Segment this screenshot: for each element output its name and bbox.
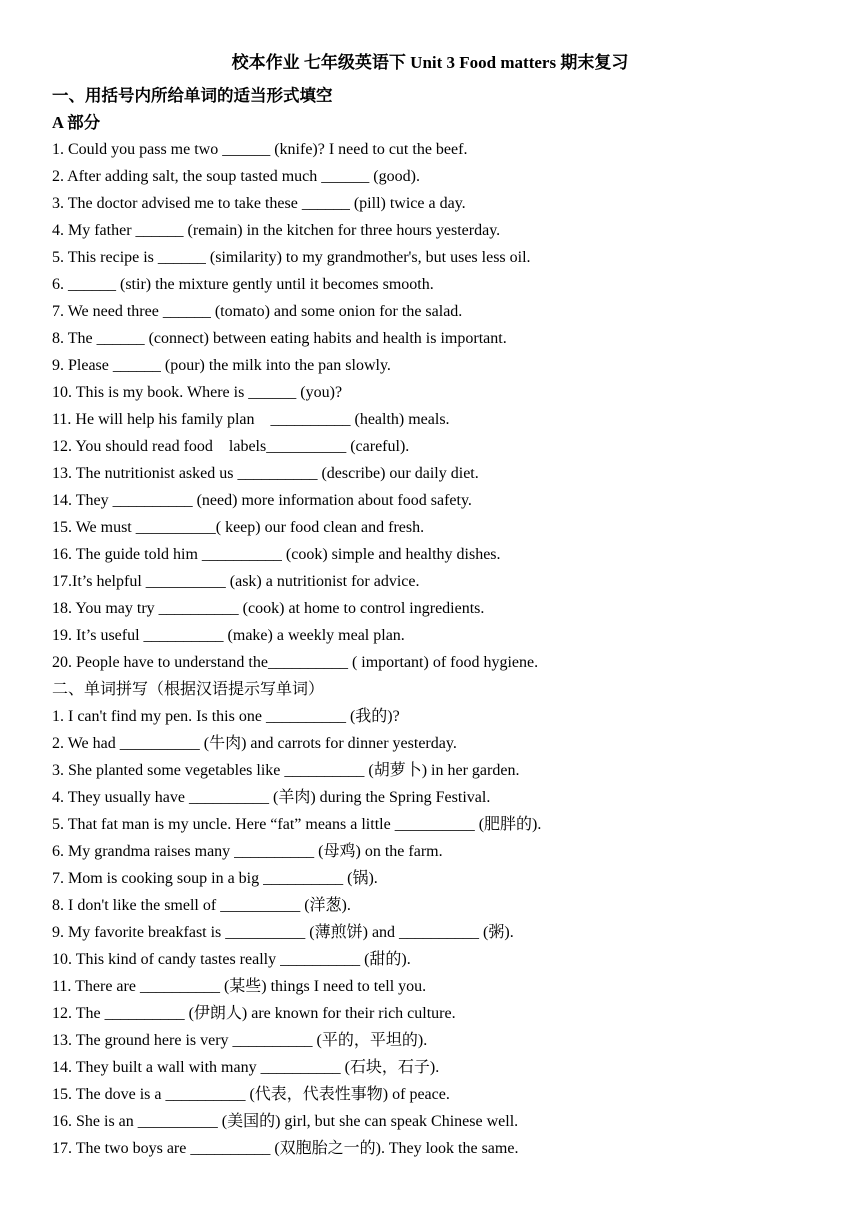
spelling-line: 2. We had __________ (牛肉) and carrots for dinner yesterday. xyxy=(52,735,457,752)
section2-heading: 二、单词拼写（根据汉语提示写单词） xyxy=(52,681,325,698)
question-line: 1. Could you pass me two ______ (knife)? I need to cut the beef. xyxy=(52,141,468,158)
question-line: 16. The guide told him __________ (cook) simple and healthy dishes. xyxy=(52,546,501,563)
question-line: 2. After adding salt, the soup tasted much ______ (good). xyxy=(52,168,420,185)
spelling-line: 1. I can't find my pen. Is this one __________ (我的)? xyxy=(52,708,400,725)
spelling-line: 12. The __________ (伊朗人) are known for their rich culture. xyxy=(52,1005,456,1022)
question-line: 19. It’s useful __________ (make) a weekly meal plan. xyxy=(52,627,405,644)
spelling-line: 4. They usually have __________ (羊肉) during the Spring Festival. xyxy=(52,789,491,806)
spelling-line: 15. The dove is a __________ (代表，代表性事物) of peace. xyxy=(52,1086,450,1103)
question-line: 14. They __________ (need) more information about food safety. xyxy=(52,492,472,509)
question-line: 5. This recipe is ______ (similarity) to my grandmother's, but uses less oil. xyxy=(52,249,531,266)
spelling-line: 13. The ground here is very __________ (平的，平坦的). xyxy=(52,1032,428,1049)
spelling-line: 5. That fat man is my uncle. Here “fat” means a little __________ (肥胖的). xyxy=(52,816,542,833)
question-line: 17.It’s helpful __________ (ask) a nutritionist for advice. xyxy=(52,573,420,590)
spelling-line: 17. The two boys are __________ (双胞胎之一的). They look the same. xyxy=(52,1140,519,1157)
question-line: 10. This is my book. Where is ______ (you)? xyxy=(52,384,343,401)
question-line: 6. ______ (stir) the mixture gently until it becomes smooth. xyxy=(52,276,434,293)
spelling-line: 6. My grandma raises many __________ (母鸡) on the farm. xyxy=(52,843,443,860)
spelling-line: 3. She planted some vegetables like __________ (胡萝卜) in her garden. xyxy=(52,762,520,779)
spelling-line: 9. My favorite breakfast is __________ (薄煎饼) and __________ (粥). xyxy=(52,924,514,941)
question-line: 20. People have to understand the__________ ( important) of food hygiene. xyxy=(52,654,539,671)
part-a-heading: A 部分 xyxy=(52,113,101,132)
question-line: 3. The doctor advised me to take these ______ (pill) twice a day. xyxy=(52,195,466,212)
spelling-line: 16. She is an __________ (美国的) girl, but she can speak Chinese well. xyxy=(52,1113,519,1130)
spelling-line: 8. I don't like the smell of __________ (洋葱). xyxy=(52,897,351,914)
section1-heading: 一、用括号内所给单词的适当形式填空 xyxy=(52,86,333,105)
spelling-line: 10. This kind of candy tastes really __________ (甜的). xyxy=(52,951,411,968)
question-line: 18. You may try __________ (cook) at home to control ingredients. xyxy=(52,600,485,617)
question-line: 15. We must __________( keep) our food clean and fresh. xyxy=(52,519,425,536)
spelling-line: 7. Mom is cooking soup in a big __________ (锅). xyxy=(52,870,378,887)
question-line: 12. You should read food labels__________ (careful). xyxy=(52,438,410,455)
question-line: 4. My father ______ (remain) in the kitchen for three hours yesterday. xyxy=(52,222,501,239)
question-line: 13. The nutritionist asked us __________ (describe) our daily diet. xyxy=(52,465,479,482)
question-line: 8. The ______ (connect) between eating habits and health is important. xyxy=(52,330,507,347)
spelling-line: 14. They built a wall with many __________ (石块，石子). xyxy=(52,1059,440,1076)
question-line: 11. He will help his family plan __________ (health) meals. xyxy=(52,411,450,428)
spelling-line: 11. There are __________ (某些) things I need to tell you. xyxy=(52,978,427,995)
question-line: 9. Please ______ (pour) the milk into the pan slowly. xyxy=(52,357,391,374)
question-line: 7. We need three ______ (tomato) and some onion for the salad. xyxy=(52,303,463,320)
page-title: 校本作业 七年级英语下 Unit 3 Food matters 期末复习 xyxy=(231,53,629,72)
